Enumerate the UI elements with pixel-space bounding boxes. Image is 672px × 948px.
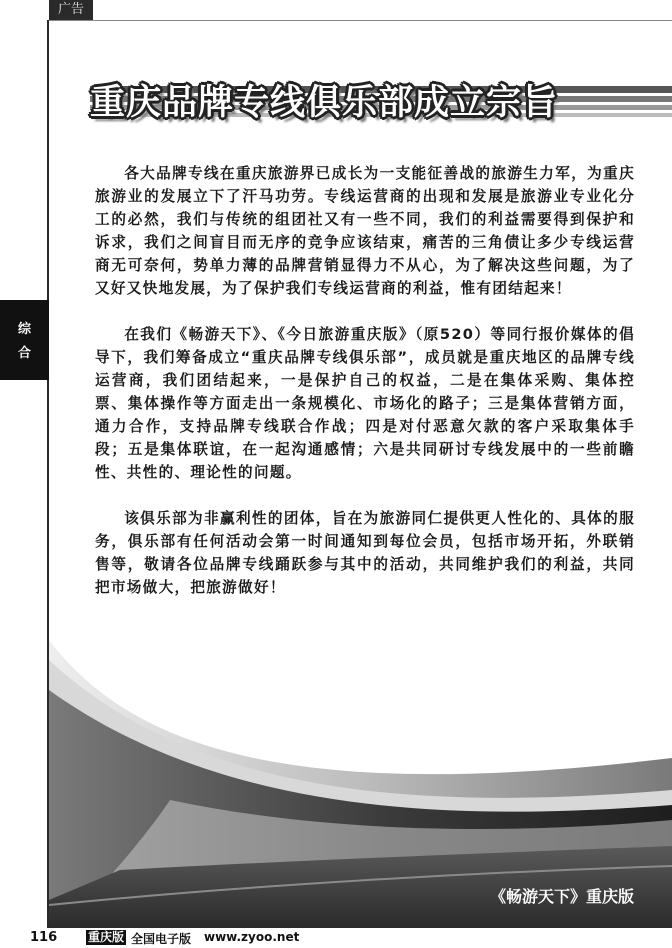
frame-left-line (47, 20, 49, 928)
frame-top-line (47, 20, 672, 21)
ad-label: 广告 (49, 0, 93, 20)
paragraph-3: 该俱乐部为非赢利性的团体，旨在为旅游同仁提供更人性化的、具体的服务，俱乐部有任何活动会第一时间通知到每位会员，包括市场开拓，外联销售等，敬请各位品牌专线踊跃参与其中的活动，共同维护我们的利益，共同把市场做大，把旅游做好！ (95, 510, 635, 596)
edition-badge: 重庆版 (88, 930, 125, 944)
page-number: 116 (30, 930, 58, 945)
side-tab-char-2: 合 (17, 346, 31, 361)
section-side-tab (0, 300, 49, 380)
page-title: 重庆品牌专线俱乐部成立宗旨 (90, 83, 559, 123)
edition-text: 全国电子版 (131, 932, 192, 946)
magazine-name: 《畅游天下》重庆版 (489, 887, 634, 906)
page-footer (0, 928, 672, 948)
article-body (95, 162, 635, 622)
website-link[interactable]: www.zyoo.net (204, 930, 300, 944)
side-tab-char-1: 综 (17, 322, 31, 337)
paragraph-1: 各大品牌专线在重庆旅游界已成长为一支能征善战的旅游生力军，为重庆旅游业的发展立下了汗马功劳。专线运营商的出现和发展是旅游业专业化分工的必然，我们与传统的组团社又有一些不同，我们的利益需要得到保护和诉求，我们之间盲目而无序的竞争应该结束，痛苦的三角债让多少专线运营商无可奈何，势单力薄的品牌营销显得力不从心，为了解决这些问题，为了又好又快地发展，为了保护我们专线运营商的利益，惟有团结起来！ (95, 165, 635, 297)
paragraph-2: 在我们《畅游天下》、《今日旅游重庆版》（原520）等同行报价媒体的倡导下，我们筹备成立“重庆品牌专线俱乐部”，成员就是重庆地区的品牌专线运营商，我们团结起来，一是保护自己的权益，二是在集体采购、集体控票、集体操作等方面走出一条规模化、市场化的路子；三是集体营销方面，通力合作，支持品牌专线联合作战；四是对付恶意欠款的客户采取集体手段；五是集体联谊，在一起沟通感情；六是共同研讨专线发展中的一些前瞻性、共性的、理论性的问题。 (95, 326, 635, 481)
